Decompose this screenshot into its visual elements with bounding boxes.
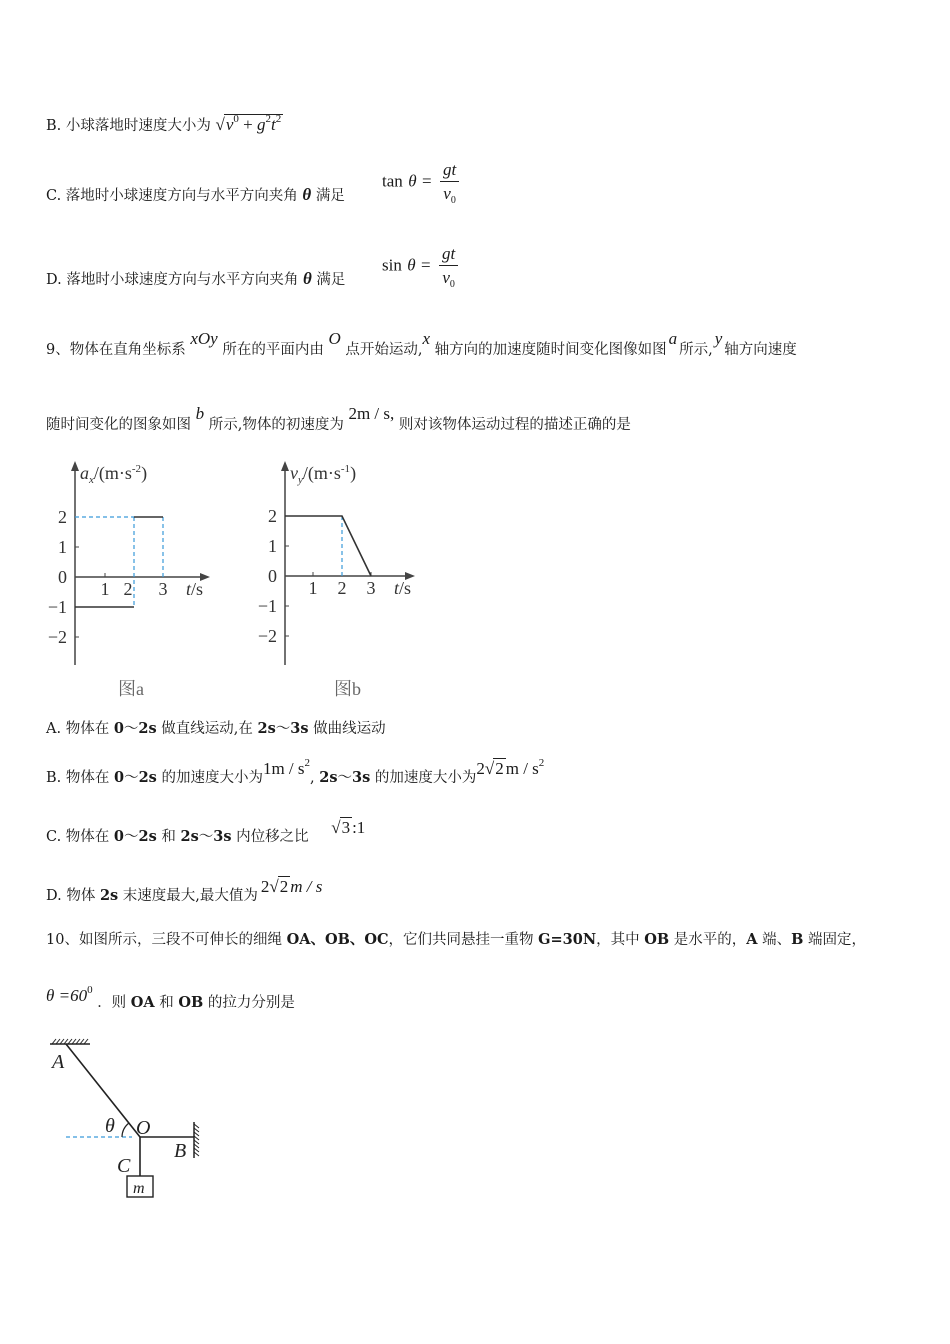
- initial-velocity: 2m / s,: [348, 404, 395, 423]
- label-a: A: [52, 1051, 65, 1073]
- vy-graph-line: [285, 516, 371, 576]
- stem-text: 所示,: [679, 342, 713, 358]
- accel-2-3: 2√2 m / $s^2$: [476, 757, 545, 778]
- y-axis-label: $a_x/(m\cdot s^{-2})$: [80, 463, 148, 486]
- y-axis-arrow: [71, 461, 79, 471]
- q10-stem-line2: $\theta =60^0$ ．则 OA 和 OB 的拉力分别是: [46, 984, 295, 1011]
- stem-text: 则对该物体运动过程的描述正确的是: [398, 417, 631, 433]
- theta-arc: [122, 1123, 129, 1137]
- label-theta: θ: [105, 1115, 115, 1137]
- q9-option-a: A. 物体在 0～2s 做直线运动,在 2s～3s 做曲线运动: [46, 720, 386, 737]
- denominator: v: [443, 184, 451, 203]
- x-tick-label: 1: [100, 579, 110, 599]
- y-tick-label: 2: [268, 506, 277, 526]
- o-symbol: O: [328, 329, 341, 348]
- theta-symbol: θ: [302, 269, 312, 288]
- tan-formula: tan θ = $\frac{gt}{v_0}$: [382, 160, 459, 204]
- figure-caption: 图a: [118, 679, 144, 699]
- theta-value: $\theta =60^0$: [46, 984, 93, 1005]
- x-tick-label: 2: [337, 578, 347, 598]
- x-symbol: x: [422, 329, 430, 348]
- option-text: D. 落地时小球速度方向与水平方向夹角: [46, 272, 299, 288]
- y-tick-label: 2: [58, 507, 67, 527]
- q9-option-b: B. 物体在 0～2s 的加速度大小为$1m / s^2$, 2s～3s 的加速度大小为2√2 m / $s^2$: [46, 757, 545, 786]
- y-symbol: y: [714, 329, 723, 348]
- option-text: C. 落地时小球速度方向与水平方向夹角: [46, 188, 298, 204]
- y-tick-label: −2: [47, 627, 67, 647]
- x-tick-label: 2: [123, 579, 133, 599]
- option-text: B. 小球落地时速度大小为: [46, 118, 211, 134]
- y-tick-label: 0: [268, 566, 277, 586]
- option-text: 满足: [316, 272, 346, 288]
- x-tick-label: 1: [308, 578, 318, 598]
- b-symbol: b: [195, 404, 205, 423]
- q8-option-b: [46, 114, 283, 137]
- numerator: gt: [440, 160, 459, 182]
- sub-zero: 0: [233, 113, 239, 125]
- stem-text: 所在的平面内由: [222, 342, 324, 358]
- stem-text: 随时间变化的图象如图: [46, 417, 191, 433]
- v-symbol: v: [225, 115, 234, 134]
- y-axis-label: $v_y/(m\cdot s^{-1})$: [290, 463, 357, 486]
- sin-formula: sin θ = $\frac{gt}{v_0}$: [382, 244, 458, 288]
- y-tick-label: 1: [58, 537, 67, 557]
- figure-b: [250, 455, 440, 705]
- fraction: $\frac{gt}{v_0}$: [440, 160, 459, 204]
- label-b: B: [174, 1140, 187, 1162]
- q8-option-d: [46, 269, 345, 290]
- sin-label: sin: [382, 255, 402, 275]
- label-o: O: [136, 1117, 151, 1139]
- q9-stem-line1: [46, 329, 797, 360]
- stem-text: 所示,物体的初速度为: [208, 417, 344, 433]
- sqrt-expression: $√v^0 + g^2t^2$: [215, 115, 283, 134]
- q10-stem-line1: 10、如图所示，三段不可伸长的细绳 OA、OB、OC，它们共同悬挂一重物 G=30N，其中 OB 是水平的，A 端、B 端固定，: [46, 931, 866, 948]
- stem-text: 轴方向的加速度随时间变化图像如图: [434, 342, 667, 358]
- tan-label: tan: [382, 171, 403, 191]
- y-axis-arrow: [281, 461, 289, 471]
- option-text: 满足: [315, 188, 345, 204]
- label-c: C: [117, 1155, 131, 1177]
- y-tick-label: 1: [268, 536, 277, 556]
- x-axis-label: t/s: [394, 578, 412, 598]
- question-number: 9、: [46, 342, 70, 358]
- q8-option-c: [46, 185, 345, 206]
- stem-text: 物体在直角坐标系: [69, 342, 186, 358]
- figure-caption: 图b: [334, 679, 361, 699]
- x-tick-label: 3: [158, 579, 168, 599]
- x-tick-label: 3: [366, 578, 376, 598]
- stem-text: 轴方向速度: [724, 342, 797, 358]
- rope-diagram: [44, 1036, 224, 1206]
- y-tick-label: −2: [257, 626, 277, 646]
- fraction: $\frac{gt}{v_0}$: [439, 244, 458, 288]
- numerator: gt: [439, 244, 458, 266]
- denominator: v: [442, 268, 450, 287]
- q9-stem-line2: [46, 404, 631, 435]
- max-velocity: 2√2 m / s: [260, 877, 323, 896]
- y-tick-label: 0: [58, 567, 67, 587]
- y-tick-label: −1: [257, 596, 277, 616]
- ratio: √3 :1: [331, 818, 366, 837]
- q9-option-d: D. 物体 2s 末速度最大,最大值为 2√2 m / s: [46, 877, 323, 904]
- q9-option-c: C. 物体在 0～2s 和 2s～3s 内位移之比 √3 :1: [46, 818, 366, 845]
- label-m: m: [133, 1180, 145, 1197]
- figure-a: [40, 455, 230, 705]
- y-tick-label: −1: [47, 597, 67, 617]
- stem-text: 点开始运动,: [345, 342, 423, 358]
- xoy-symbol: xOy: [190, 329, 218, 348]
- a-symbol: a: [668, 329, 678, 348]
- theta-symbol: θ: [302, 185, 312, 204]
- x-axis-label: t/s: [186, 579, 204, 599]
